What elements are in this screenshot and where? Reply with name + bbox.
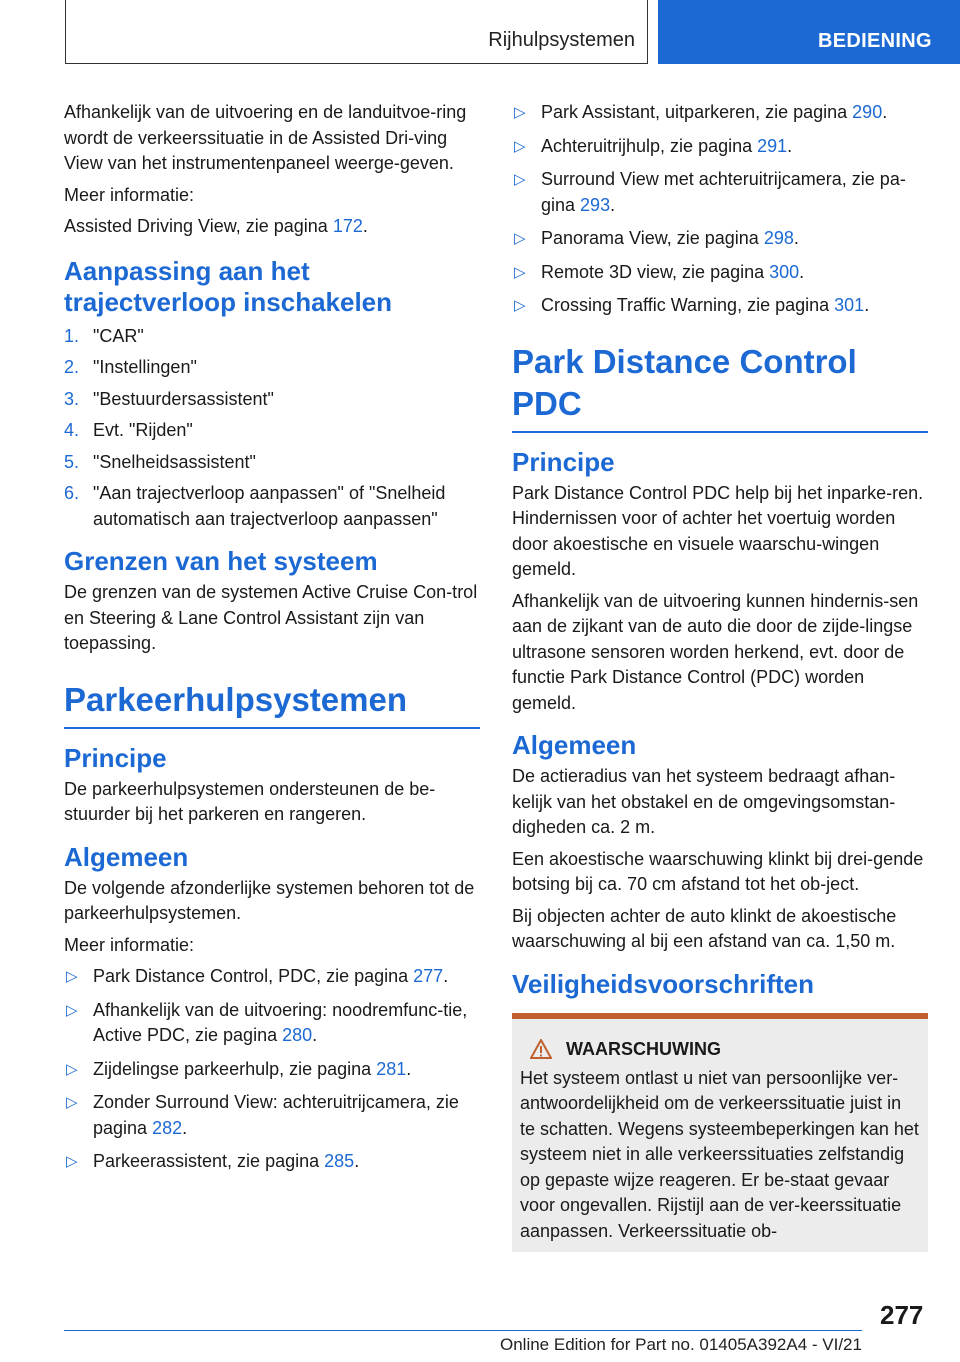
step-item <box>64 481 480 532</box>
triangle-bullet-icon: ▷ <box>514 263 526 281</box>
step-text: "Instellingen" <box>93 357 197 377</box>
heading-algemeen-right: Algemeen <box>512 730 637 760</box>
triangle-bullet-icon: ▷ <box>66 1060 78 1078</box>
triangle-bullet-icon: ▷ <box>514 171 526 188</box>
page-link[interactable]: 277 <box>413 966 444 986</box>
page-link[interactable]: 285 <box>324 1151 355 1171</box>
warning-box <box>512 1013 928 1253</box>
triangle-bullet-icon: ▷ <box>514 104 526 121</box>
list-item-end: . <box>406 1058 412 1079</box>
list-item-text: Afhankelijk van de uitvoering: noodremfunc-tie, Active PDC, zie pagina <box>93 999 468 1045</box>
step-text: "Aan trajectverloop aanpassen" of "Snelheid automatisch aan trajectverloop aanpassen" <box>93 483 446 529</box>
warning-header <box>530 1039 920 1060</box>
step-text: Evt. "Rijden" <box>93 420 193 440</box>
more-info-label: Meer informatie: <box>64 184 195 205</box>
left-column <box>64 100 480 1183</box>
list-item-text: Achteruitrijhulp, zie pagina <box>541 135 758 156</box>
algemeen-paragraph-2: Een akoestische waarschuwing klinkt bij drei-gende botsing bij ca. 70 cm afstand tot het ob-ject. <box>512 848 924 894</box>
footer-divider <box>64 1330 862 1331</box>
page-link[interactable]: 298 <box>763 228 794 248</box>
list-item-end: . <box>799 261 805 282</box>
page-link[interactable]: 291 <box>757 135 788 156</box>
list-item <box>64 1057 480 1083</box>
heading-park-distance-control: Park Distance Control PDC <box>512 341 928 433</box>
intro-paragraph: Afhankelijk van de uitvoering en de landuitvoe-ring wordt de verkeerssituatie in de Assisted Dri-ving View van het instrumentenpaneel weerge-geven. <box>64 102 467 173</box>
list-item-text: Surround View met achteruitrijcamera, zie pa-gina <box>541 169 906 215</box>
list-item-end: . <box>787 135 793 156</box>
heading-principe-left: Principe <box>64 742 167 773</box>
list-item-end: . <box>182 1117 188 1138</box>
principe-paragraph-2: Afhankelijk van de uitvoering kunnen hindernis-sen aan de zijkant van de auto die door de zijde-lingse ultrasone sensoren worden herkend, evt. door de functie Park Distance Control (PDC) worden gemeld. <box>512 590 919 713</box>
warning-text: Het systeem ontlast u niet van persoonlijke ver-antwoordelijkheid om de verkeerssituatie juist in te schatten. Wegens systeembeperkingen kan het systeem niet in alle verkeerssituaties zelfstandig op gepaste wijze reageren. Er be-staat gevaar voor ongevallen. Rijstijl aan de ver-keerssituatie aanpassen. Verkeerssituatie ob- <box>520 1067 919 1241</box>
principe-paragraph-left: De parkeerhulpsystemen ondersteunen de be-stuurder bij het parkeren en rangeren. <box>64 778 436 824</box>
list-item-text: Zonder Surround View: achteruitrijcamera, zie pagina <box>93 1092 459 1138</box>
list-item-text: Zijdelingse parkeerhulp, zie pagina <box>93 1058 377 1079</box>
step-item <box>64 418 480 444</box>
step-item <box>64 387 480 413</box>
step-text: "Bestuurdersassistent" <box>93 388 274 409</box>
algemeen-paragraph-1: De actieradius van het systeem bedraagt afhan-kelijk van het obstakel en de omgevingsomstan-digheden ca. 2 m. <box>512 766 896 837</box>
grenzen-paragraph: De grenzen van de systemen Active Cruise Con-trol en Steering & Lane Control Assistant zijn van toepassing. <box>64 582 478 653</box>
list-item <box>512 260 928 286</box>
page-link[interactable]: 281 <box>376 1058 407 1079</box>
list-item-end: . <box>312 1025 318 1045</box>
list-item <box>64 964 480 990</box>
list-item-end: . <box>354 1151 360 1171</box>
reference-line: Assisted Driving View, zie pagina 172. <box>64 216 368 236</box>
triangle-bullet-icon: ▷ <box>66 1153 78 1170</box>
triangle-bullet-icon: ▷ <box>66 968 78 985</box>
triangle-bullet-icon: ▷ <box>514 297 526 314</box>
header-chapter-box <box>658 0 960 64</box>
algemeen-paragraph-3: Bij objecten achter de auto klinkt de akoestische waarschuwing al bij een afstand van ca. 1,50 m. <box>512 905 897 951</box>
list-item-end: . <box>443 966 449 986</box>
triangle-bullet-icon: ▷ <box>514 137 526 155</box>
more-info-label-2: Meer informatie: <box>64 934 195 955</box>
page-link[interactable]: 290 <box>852 102 883 122</box>
list-item-text: Parkeerassistent, zie pagina <box>93 1151 325 1171</box>
heading-veiligheidsvoorschriften: Veiligheidsvoorschriften <box>512 968 814 999</box>
heading-grenzen: Grenzen van het systeem <box>64 546 378 576</box>
triangle-bullet-icon: ▷ <box>66 1094 78 1111</box>
page-link[interactable]: 293 <box>580 194 611 215</box>
triangle-bullet-icon: ▷ <box>66 1001 78 1019</box>
list-item-text: Remote 3D view, zie pagina <box>541 261 770 282</box>
header-chapter-title: BEDIENING <box>818 30 932 52</box>
list-item <box>64 1149 480 1175</box>
step-number: 2. <box>64 357 80 377</box>
list-item-text: Park Assistant, uitparkeren, zie pagina <box>541 102 853 122</box>
systems-list-left <box>64 964 480 1175</box>
page-number: 277 <box>880 1300 924 1330</box>
systems-list-right <box>512 100 928 319</box>
step-number: 5. <box>64 451 80 472</box>
list-item-end: . <box>793 228 799 248</box>
step-text: "CAR" <box>93 325 144 346</box>
list-item-text: Park Distance Control, PDC, zie pagina <box>93 966 414 986</box>
page-link[interactable]: 280 <box>282 1025 313 1045</box>
heading-parkeerhulpsystemen: Parkeerhulpsystemen <box>64 679 480 729</box>
page-link[interactable]: 282 <box>152 1117 183 1138</box>
list-item-text: Crossing Traffic Warning, zie pagina <box>541 295 835 315</box>
reference-text: Assisted Driving View, zie pagina <box>64 216 333 236</box>
step-item <box>64 324 480 350</box>
header-section-title: Rijhulpsystemen <box>488 29 635 51</box>
steps-list <box>64 324 480 533</box>
right-column <box>512 100 928 1252</box>
step-number: 6. <box>64 483 80 503</box>
heading-algemeen-left: Algemeen <box>64 841 189 872</box>
page-link-172[interactable]: 172 <box>332 216 363 236</box>
list-item <box>512 293 928 319</box>
list-item <box>512 167 928 218</box>
footer-edition: Online Edition for Part no. 01405A392A4 - VI/21 <box>500 1335 862 1354</box>
step-number: 3. <box>64 388 80 409</box>
heading-aanpassing: Aanpassing aan het trajectverloop inschakelen <box>64 255 393 317</box>
list-item-text: Panorama View, zie pagina <box>541 228 764 248</box>
principe-paragraph-1: Park Distance Control PDC help bij het inparke-ren. Hindernissen voor of achter het voertuig worden door akoestische en visuele waarschu-wingen gemeld. <box>512 482 924 579</box>
step-item <box>64 355 480 381</box>
list-item-end: . <box>864 295 870 315</box>
list-item <box>64 1090 480 1141</box>
list-item <box>512 134 928 160</box>
warning-title: WAARSCHUWING <box>566 1038 721 1059</box>
header-section-box <box>65 0 648 64</box>
step-text: "Snelheidsassistent" <box>93 451 256 472</box>
list-item-end: . <box>610 194 616 215</box>
triangle-bullet-icon: ▷ <box>514 230 526 247</box>
page-link[interactable]: 300 <box>769 261 800 282</box>
list-item-end: . <box>882 102 888 122</box>
algemeen-paragraph-left: De volgende afzonderlijke systemen behoren tot de parkeerhulpsystemen. <box>64 877 475 923</box>
list-item <box>64 998 480 1049</box>
page-link[interactable]: 301 <box>834 295 865 315</box>
list-item <box>512 226 928 252</box>
step-number: 4. <box>64 420 80 440</box>
step-number: 1. <box>64 325 80 346</box>
step-item <box>64 450 480 476</box>
heading-principe-right: Principe <box>512 446 615 477</box>
list-item <box>512 100 928 126</box>
warning-triangle-icon <box>530 1039 552 1059</box>
